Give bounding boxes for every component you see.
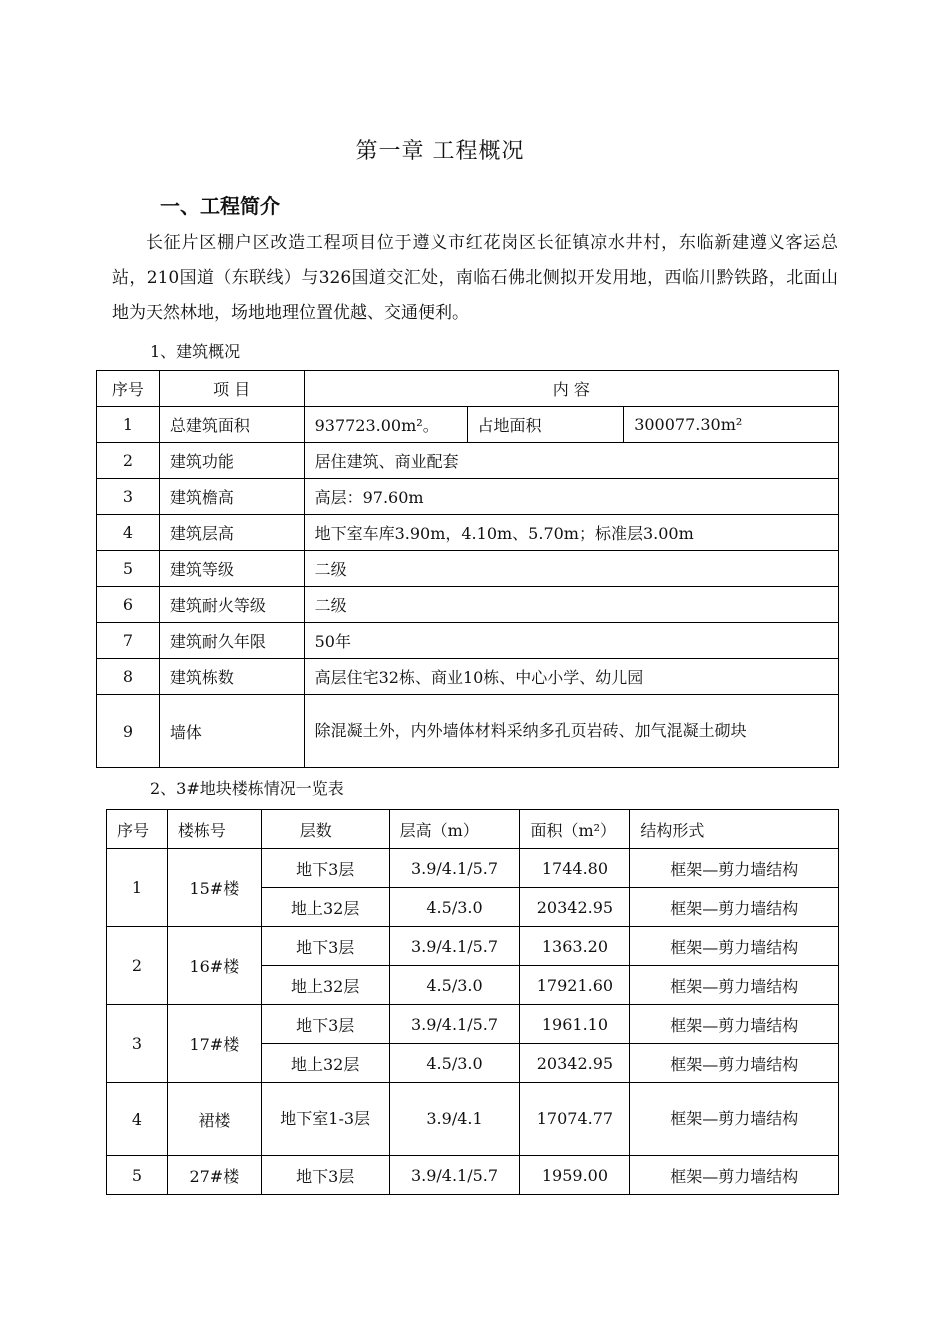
table-row	[97, 695, 839, 768]
row-number: 3	[97, 479, 160, 515]
subsection-building-overview: 1、建筑概况	[150, 342, 241, 361]
row-value: 地下室车库3.90m，4.10m、5.70m；标准层3.00m	[304, 515, 838, 551]
structure-cell: 框架—剪力墙结构	[630, 849, 839, 888]
row-value: 二级	[304, 587, 838, 623]
height-cell: 3.9/4.1	[389, 1083, 520, 1156]
table-header-row	[97, 371, 839, 407]
structure-cell: 框架—剪力墙结构	[630, 966, 839, 1005]
building-name: 16#楼	[167, 927, 261, 1005]
header-cell: 结构形式	[630, 810, 839, 849]
row-value: 除混凝土外，内外墙体材料采纳多孔页岩砖、加气混凝土砌块	[304, 695, 838, 768]
row-item: 建筑耐火等级	[159, 587, 304, 623]
row-number: 7	[97, 623, 160, 659]
row-item: 建筑功能	[159, 443, 304, 479]
table-row	[107, 1083, 839, 1156]
group-number: 4	[107, 1083, 168, 1156]
floors-cell: 地上32层	[261, 888, 389, 927]
table-row	[97, 551, 839, 587]
header-cell: 面积（m²）	[520, 810, 630, 849]
table-row	[97, 443, 839, 479]
row-number: 4	[97, 515, 160, 551]
group-number: 2	[107, 927, 168, 1005]
row-value: 50年	[304, 623, 838, 659]
height-cell: 3.9/4.1/5.7	[389, 1005, 520, 1044]
header-cell: 内 容	[304, 371, 838, 407]
row-number: 6	[97, 587, 160, 623]
row-item: 总建筑面积	[159, 407, 304, 443]
row-value: 二级	[304, 551, 838, 587]
row-item-secondary: 占地面积	[467, 407, 624, 443]
height-cell: 3.9/4.1/5.7	[389, 1156, 520, 1195]
row-value: 937723.00m²。	[304, 407, 467, 443]
row-item: 建筑耐久年限	[159, 623, 304, 659]
subsection-block-building-list: 2、3#地块楼栋情况一览表	[150, 779, 344, 798]
group-number: 5	[107, 1156, 168, 1195]
structure-cell: 框架—剪力墙结构	[630, 1044, 839, 1083]
row-item: 墙体	[159, 695, 304, 768]
table-row	[107, 1156, 839, 1195]
table-header-row	[107, 810, 839, 849]
structure-cell: 框架—剪力墙结构	[630, 888, 839, 927]
row-item: 建筑檐高	[159, 479, 304, 515]
section-heading: 一、工程简介	[160, 194, 280, 218]
row-item: 建筑层高	[159, 515, 304, 551]
area-cell: 1959.00	[520, 1156, 630, 1195]
area-cell: 17074.77	[520, 1083, 630, 1156]
row-value: 居住建筑、商业配套	[304, 443, 838, 479]
height-cell: 4.5/3.0	[389, 966, 520, 1005]
table-row	[97, 515, 839, 551]
structure-cell: 框架—剪力墙结构	[630, 1083, 839, 1156]
building-list-table	[106, 809, 839, 1195]
table-row	[97, 479, 839, 515]
header-cell: 序号	[107, 810, 168, 849]
row-number: 8	[97, 659, 160, 695]
structure-cell: 框架—剪力墙结构	[630, 927, 839, 966]
header-cell: 楼栋号	[167, 810, 261, 849]
area-cell: 1744.80	[520, 849, 630, 888]
table-row	[97, 623, 839, 659]
floors-cell: 地上32层	[261, 1044, 389, 1083]
table-row	[97, 587, 839, 623]
height-cell: 3.9/4.1/5.7	[389, 849, 520, 888]
structure-cell: 框架—剪力墙结构	[630, 1005, 839, 1044]
building-name: 27#楼	[167, 1156, 261, 1195]
building-name: 裙楼	[167, 1083, 261, 1156]
chapter-title: 第一章 工程概况	[355, 139, 525, 164]
floors-cell: 地下3层	[261, 1156, 389, 1195]
row-item: 建筑等级	[159, 551, 304, 587]
height-cell: 4.5/3.0	[389, 1044, 520, 1083]
row-item: 建筑栋数	[159, 659, 304, 695]
table-row	[97, 407, 839, 443]
row-value: 高层：97.60m	[304, 479, 838, 515]
structure-cell: 框架—剪力墙结构	[630, 1156, 839, 1195]
floors-cell: 地下室1-3层	[261, 1083, 389, 1156]
floors-cell: 地下3层	[261, 849, 389, 888]
row-number: 2	[97, 443, 160, 479]
row-number: 5	[97, 551, 160, 587]
header-cell: 层高（m）	[389, 810, 520, 849]
intro-paragraph: 长征片区棚户区改造工程项目位于遵义市红花岗区长征镇凉水井村，东临新建遵义客运总站，210国道（东联线）与326国道交汇处，南临石佛北侧拟开发用地，西临川黔铁路，北面山地为天然林地，场地地理位置优越、交通便利。	[112, 233, 838, 323]
row-number: 9	[97, 695, 160, 768]
area-cell: 20342.95	[520, 1044, 630, 1083]
floors-cell: 地下3层	[261, 1005, 389, 1044]
header-cell: 项 目	[159, 371, 304, 407]
row-value-secondary: 300077.30m²	[624, 407, 839, 443]
area-cell: 1363.20	[520, 927, 630, 966]
table-row	[97, 659, 839, 695]
area-cell: 17921.60	[520, 966, 630, 1005]
floors-cell: 地下3层	[261, 927, 389, 966]
group-number: 1	[107, 849, 168, 927]
header-cell: 层数	[261, 810, 389, 849]
area-cell: 1961.10	[520, 1005, 630, 1044]
header-cell: 序号	[97, 371, 160, 407]
table-row	[107, 849, 839, 888]
height-cell: 4.5/3.0	[389, 888, 520, 927]
building-name: 17#楼	[167, 1005, 261, 1083]
row-number: 1	[97, 407, 160, 443]
row-value: 高层住宅32栋、商业10栋、中心小学、幼儿园	[304, 659, 838, 695]
group-number: 3	[107, 1005, 168, 1083]
building-overview-table	[96, 370, 839, 768]
table-row	[107, 927, 839, 966]
building-name: 15#楼	[167, 849, 261, 927]
floors-cell: 地上32层	[261, 966, 389, 1005]
area-cell: 20342.95	[520, 888, 630, 927]
height-cell: 3.9/4.1/5.7	[389, 927, 520, 966]
table-row	[107, 1005, 839, 1044]
